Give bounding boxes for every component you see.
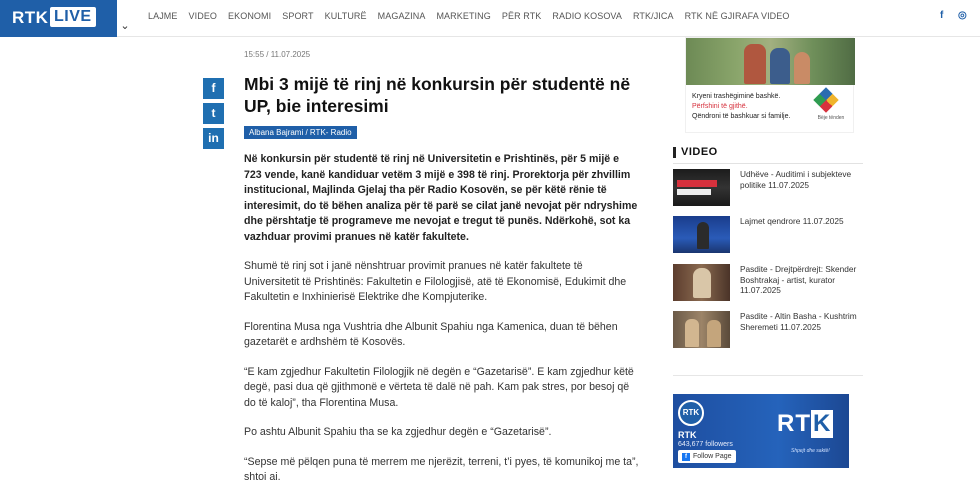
sidebar-ad-banner[interactable]: [685, 37, 854, 133]
nav-item-rtk-gjirafa-video[interactable]: RTK NË GJIRAFA VIDEO: [684, 11, 790, 21]
chevron-down-icon[interactable]: ⌄: [120, 20, 130, 32]
article-title: Mbi 3 mijë të rinj në konkursin për studentë në UP, bie interesimi: [244, 74, 631, 116]
header-social: [932, 11, 968, 21]
article-paragraph: “Sepse më pëlqen puna të merrem me njerëzit, terreni, t’i pyes, të komunikoj me ta”, shtoi ai.: [244, 455, 639, 483]
article-paragraph: Shumë të rinj sot i janë nënshtruar provimit pranues në katër fakultete të Universitetit të Prishtinës: Fakultetin e Filologjisë, atë të Ekonomisë, Edukimit dhe Fakultetin e Inxhinierisë Elektrike dhe Kompjuterike.: [244, 260, 627, 303]
nav-item-kulture[interactable]: KULTURË: [324, 11, 367, 21]
ad-text-line: Kryeni trashëgiminë bashkë.: [692, 93, 781, 100]
section-marker: [673, 147, 676, 158]
cover-slogan: Shpejt dhe saktë!: [791, 448, 830, 454]
article-paragraph: Florentina Musa nga Vushtria dhe Albunit Spahiu nga Kamenica, duan të bëhen gazetarët e ardhshëm të Kosovës.: [244, 320, 618, 348]
author-badge[interactable]: Albana Bajrami / RTK- Radio: [244, 126, 357, 139]
site-header: [0, 0, 980, 37]
ad-text-line: Qëndroni të bashkuar si familje.: [692, 113, 791, 120]
video-item[interactable]: [673, 216, 873, 256]
nav-item-magazina[interactable]: MAGAZINA: [377, 11, 426, 21]
ad-text-line: Përfshini të gjithë.: [692, 103, 748, 110]
cover-logo-rt: RT: [777, 410, 811, 437]
facebook-icon[interactable]: f: [940, 10, 944, 21]
article-lead: Në konkursin për studentë të rinj në Universitetin e Prishtinës, për 5 mijë e 723 vende, kanë kandiduar vetëm 3 mijë e 398 të rinj. Prorektorja për zhvillim institucional, Majlinda Gjelaj tha për Radio Kosovën, se për këtë rënie të interesimit, do të bëhen analiza për të parë se cilat janë nevojat për ndryshime dhe përshtatje të programeve me nevojat e tregut të punës. Ndërkohë, sot ka vazhduar provimi pranues në katër fakultete.: [244, 153, 638, 243]
video-item[interactable]: [673, 169, 873, 209]
facebook-icon: f: [682, 453, 690, 461]
video-title[interactable]: Lajmet qendrore 11.07.2025: [740, 216, 844, 226]
video-thumbnail[interactable]: [673, 169, 730, 206]
follow-page-button[interactable]: [678, 450, 736, 463]
video-thumbnail[interactable]: [673, 311, 730, 348]
video-item[interactable]: [673, 264, 873, 304]
ad-family-photo: [686, 38, 855, 85]
ad-brand-logo-icon: [813, 87, 838, 112]
video-title[interactable]: Pasdite - Drejtpërdrejt: Skender Boshtrakaj - artist, kurator 11.07.2025: [740, 264, 857, 295]
article-paragraph: Po ashtu Albunit Spahiu tha se ka zgjedhur degën e “Gazetarisë”.: [244, 426, 552, 438]
fb-page-name[interactable]: RTK: [678, 430, 697, 440]
article-paragraph: “E kam zgjedhur Fakultetin Filologjik në degën e “Gazetarisë”. E kam zgjedhur këtë degë, pasi dua që gjithmonë e vërteta të dalë në pah. Kam pak stres, por besoj që do të kaloj”, tha Florentina Musa.: [244, 365, 634, 409]
fb-follower-count: 643,677 followers: [678, 441, 733, 448]
nav-item-sport[interactable]: SPORT: [282, 11, 314, 21]
article-timestamp: 15:55 / 11.07.2025: [244, 50, 311, 59]
nav-item-per-rtk[interactable]: PËR RTK: [501, 11, 542, 21]
video-title[interactable]: Pasdite - Altin Basha - Kushtrim Sheremeti 11.07.2025: [740, 311, 857, 332]
logo-live-text: LIVE: [50, 7, 96, 27]
facebook-icon[interactable]: f: [203, 78, 224, 99]
rtk-cover-logo: [777, 410, 833, 438]
video-item[interactable]: [673, 311, 873, 351]
instagram-icon[interactable]: ◎: [958, 10, 967, 21]
nav-item-ekonomi[interactable]: EKONOMI: [228, 11, 272, 21]
linkedin-icon[interactable]: in: [203, 128, 224, 149]
logo-rtk-text: RTK: [12, 8, 49, 27]
cover-logo-k: K: [813, 410, 832, 437]
nav-item-lajme[interactable]: LAJME: [148, 11, 178, 21]
nav-item-marketing[interactable]: MARKETING: [436, 11, 491, 21]
rtk-page-avatar[interactable]: RTK: [678, 400, 704, 426]
nav-item-radio-kosova[interactable]: RADIO KOSOVA: [552, 11, 622, 21]
divider: [673, 163, 863, 164]
main-nav: [148, 11, 800, 21]
facebook-page-widget[interactable]: [673, 394, 849, 468]
video-thumbnail[interactable]: [673, 216, 730, 253]
video-title[interactable]: Udhëve - Auditimi i subjekteve politike 11.07.2025: [740, 169, 852, 190]
rtk-live-logo[interactable]: [0, 0, 117, 37]
ad-brand-name: Bëje tënden: [817, 115, 845, 121]
nav-item-video[interactable]: VIDEO: [188, 11, 218, 21]
video-thumbnail[interactable]: [673, 264, 730, 301]
share-bar: [203, 78, 224, 153]
article: [244, 50, 639, 485]
nav-item-rtk-jica[interactable]: RTK/JICA: [632, 11, 674, 21]
twitter-icon[interactable]: t: [203, 103, 224, 124]
divider: [673, 375, 863, 376]
follow-page-label: Follow Page: [693, 453, 732, 460]
video-heading[interactable]: VIDEO: [681, 146, 718, 158]
